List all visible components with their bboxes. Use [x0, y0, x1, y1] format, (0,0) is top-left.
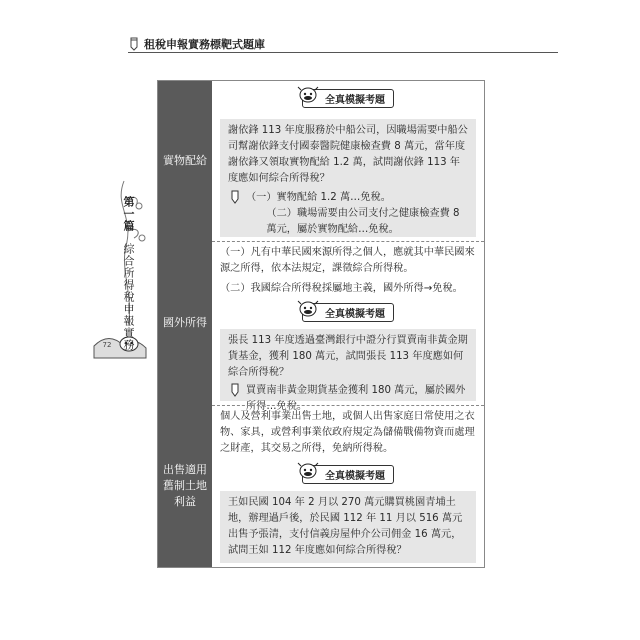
page-header [128, 36, 265, 52]
question-box [220, 119, 476, 237]
rule-point: （一）凡有中華民國來源所得之個人，應就其中華民國來源之所得，依本法規定，課徵綜合所得稅。 [220, 247, 475, 274]
banner-text: 全真模擬考題 [325, 471, 385, 482]
question-box [220, 491, 476, 563]
question-text: 王如民國 104 年 2 月以 270 萬元購買桃園青埔土地，辦理過戶後，於民國 112 年 11 月以 516 萬元出售予張清，支付信義房屋仲介公司佣金 16 萬元，試問王如 112 年度應如何綜合所得稅？ [228, 497, 463, 556]
row-label-text: 國外所得 [163, 316, 207, 329]
chapter-label: 綜合所得稅申報實務 [122, 242, 135, 351]
answer-block [228, 190, 468, 238]
header-rule [128, 52, 558, 53]
content-table [157, 80, 485, 568]
mock-exam-banner [212, 465, 484, 484]
rule-points [220, 245, 478, 297]
cow-mascot-icon [297, 85, 319, 103]
question-text: 謝依鋒 113 年度服務於中船公司，因職場需要中船公司幫謝依鋒支付國泰醫院健康檢查費 8 萬元，當年度謝依鋒又領取實物配給 1.2 萬，試問謝依鋒 113 年度應如何綜合所得稅？ [228, 125, 468, 184]
question-box [220, 329, 476, 412]
cow-mascot-icon [297, 299, 319, 317]
mock-exam-banner [212, 89, 484, 108]
page-number: 72 [102, 341, 112, 349]
rule-text: 個人及營利事業出售土地，或個人出售家庭日常使用之衣物、家具，或營利事業依政府規定為儲備戰備物資而處理之財產，其交易之所得，免納所得稅。 [220, 411, 475, 454]
header-title: 租稅申報實務標靶式題庫 [144, 38, 265, 51]
banner-text: 全真模擬考題 [325, 309, 385, 320]
row-label-in-kind [158, 81, 212, 241]
pencil-icon [128, 37, 140, 51]
pencil-icon [228, 383, 242, 397]
banner-text: 全真模擬考題 [325, 95, 385, 106]
part-label: 第一篇 [122, 196, 135, 232]
side-running-title [112, 196, 134, 351]
row-label-text: 出售適用舊制土地利益 [163, 463, 207, 508]
rule-point: （二）我國綜合所得稅採屬地主義，國外所得→免稅。 [220, 283, 463, 294]
answer-item: （二）職場需要由公司支付之健康檢查費 8 萬元，屬於實物配給…免稅。 [266, 208, 460, 235]
row-label-foreign-income [158, 241, 212, 405]
answer-item: （一）實物配給 1.2 萬…免稅。 [246, 192, 391, 203]
question-text: 張長 113 年度透過臺灣銀行中證分行買賣南非黃金期貨基金，獲利 180 萬元，試問張長 113 年度應如何綜合所得稅？ [228, 335, 468, 378]
row-label-text: 實物配給 [163, 154, 207, 167]
row-label-land-sale [158, 405, 212, 567]
cow-mascot-icon [297, 461, 319, 479]
pencil-icon [228, 190, 242, 204]
row-divider [212, 405, 484, 406]
row-divider [212, 241, 484, 242]
mock-exam-banner [212, 303, 484, 322]
answer-item: 買賣南非黃金期貨基金獲利 180 萬元，屬於國外所得…免稅。 [246, 385, 466, 412]
